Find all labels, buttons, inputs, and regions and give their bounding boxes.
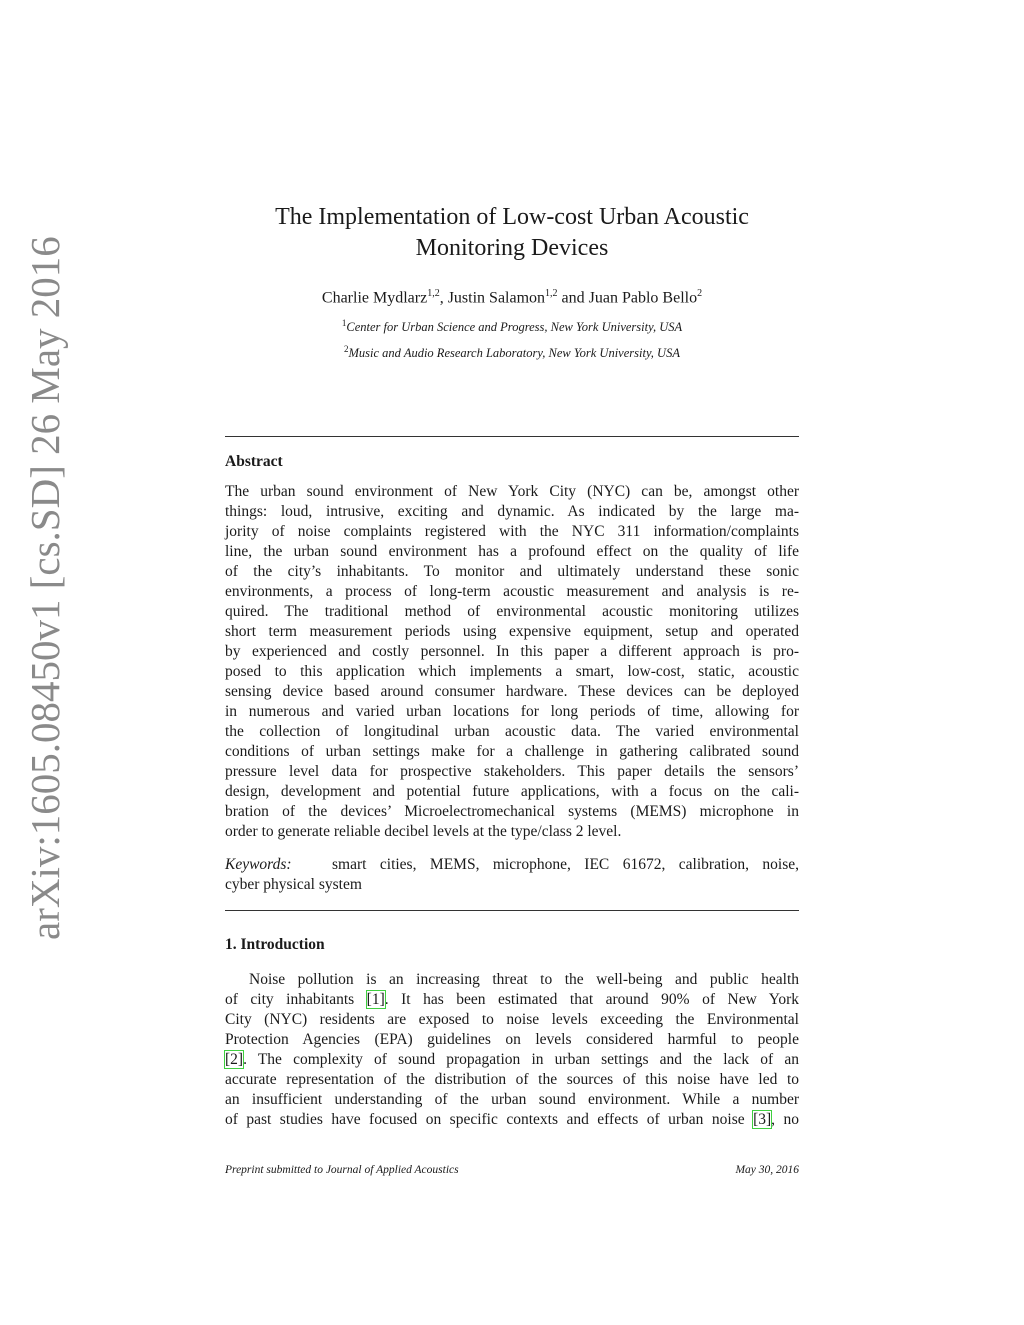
abstract-line: by experienced and costly personnel. In this paper a different approach is pro- [225,643,799,660]
affiliation-number: 2 [344,344,349,354]
affiliation [200,318,824,335]
abstract-line: of the city’s inhabitants. To monitor and ultimately understand these sonic [225,563,799,580]
abstract-line: jority of noise complaints registered with the NYC 311 information/complaints [225,523,799,540]
introduction-line [225,1090,799,1110]
divider [225,910,799,911]
divider [225,436,799,437]
abstract-line: pressure level data for prospective stakeholders. This paper details the sensors’ [225,763,799,780]
introduction-line [225,1050,799,1070]
abstract-line: quired. The traditional method of environmental acoustic monitoring utilizes [225,603,799,620]
author-affiliation-mark: 2 [697,288,703,299]
author-list [200,288,824,307]
introduction-line [225,970,799,990]
text-span: of city inhabitants [225,991,367,1008]
introduction-line [225,1110,799,1130]
text-span: City (NYC) residents are exposed to noise levels exceeding the Environmental [225,1011,799,1028]
introduction-body [225,970,799,1130]
keywords-line [225,855,799,875]
introduction-line [225,1070,799,1090]
introduction-line [225,1010,799,1030]
text-span: . It has been estimated that around 90% of New York [384,991,800,1008]
citation-link[interactable]: [3] [753,1111,772,1128]
abstract-line: The urban sound environment of New York City (NYC) can be, amongst other [225,483,799,500]
paper-title [200,202,824,264]
abstract-line: sensing device based around consumer hardware. These devices can be deployed [225,683,799,700]
author-separator: and [557,289,589,307]
section-heading-introduction: 1. Introduction [225,936,325,953]
text-span: Protection Agencies (EPA) guidelines on levels considered harmful to people [225,1031,799,1048]
author-name: Charlie Mydlarz [321,289,428,307]
arxiv-identifier-stamp: arXiv:1605.08450v1 [cs.SD] 26 May 2016 [22,236,68,940]
affiliation-number: 1 [341,318,347,328]
abstract-line: design, development and potential future applications, with a focus on the cali- [225,783,799,800]
abstract-heading: Abstract [225,453,283,470]
abstract-line: in numerous and varied urban locations for long periods of time, allowing for [225,703,799,720]
footer-date: May 30, 2016 [735,1164,799,1176]
abstract-line: short term measurement periods using expensive equipment, setup and operated [225,623,799,640]
keywords-text: smart cities, MEMS, microphone, IEC 61672, calibration, noise, [331,856,800,873]
title-line: Monitoring Devices [415,235,609,261]
keywords-line: cyber physical system [225,876,362,893]
introduction-line [225,1030,799,1050]
text-span: . The complexity of sound propagation in urban settings and the lack of an [243,1051,799,1068]
abstract-line: posed to this application which implements a smart, low-cost, static, acoustic [225,663,799,680]
author-affiliation-mark: 1,2 [545,288,558,299]
abstract-line: the collection of longitudinal urban acoustic data. The varied environmental [225,723,799,740]
author-name: Justin Salamon [447,289,546,307]
author-separator: , [439,289,448,307]
text-span: accurate representation of the distribution of the sources of this noise have led to [225,1071,799,1088]
footer-journal: Preprint submitted to Journal of Applied Acoustics [225,1164,459,1176]
keywords [225,855,799,895]
text-span: of past studies have focused on specific contexts and effects of urban noise [225,1111,754,1128]
abstract-line: conditions of urban settings make for a challenge in gathering calibrated sound [225,743,799,760]
abstract-line: line, the urban sound environment has a profound effect on the quality of life [225,543,799,560]
affiliation-text: Music and Audio Research Laboratory, New York University, USA [348,346,680,361]
abstract-line: order to generate reliable decibel levels at the type/class 2 level. [225,823,622,840]
affiliation [200,344,824,361]
text-span: , no [771,1111,799,1128]
text-span: Noise pollution is an increasing threat to the well-being and public health [249,971,799,988]
citation-link[interactable]: [1] [366,991,385,1008]
introduction-line [225,990,799,1010]
author-affiliation-mark: 1,2 [427,288,440,299]
keywords-label: Keywords: [225,856,292,873]
author-name: Juan Pablo Bello [588,289,698,307]
abstract-body [225,482,799,842]
citation-link[interactable]: [2] [225,1051,244,1068]
affiliation-text: Center for Urban Science and Progress, New York University, USA [346,320,683,335]
text-span: an insufficient understanding of the urban sound environment. While a number [225,1091,799,1108]
abstract-line: environments, a process of long-term acoustic measurement and analysis is re- [225,583,799,600]
title-line: The Implementation of Low-cost Urban Acoustic [275,204,749,230]
abstract-line: bration of the devices’ Microelectromechanical systems (MEMS) microphone in [225,803,799,820]
abstract-line: things: loud, intrusive, exciting and dynamic. As indicated by the large ma- [225,503,799,520]
